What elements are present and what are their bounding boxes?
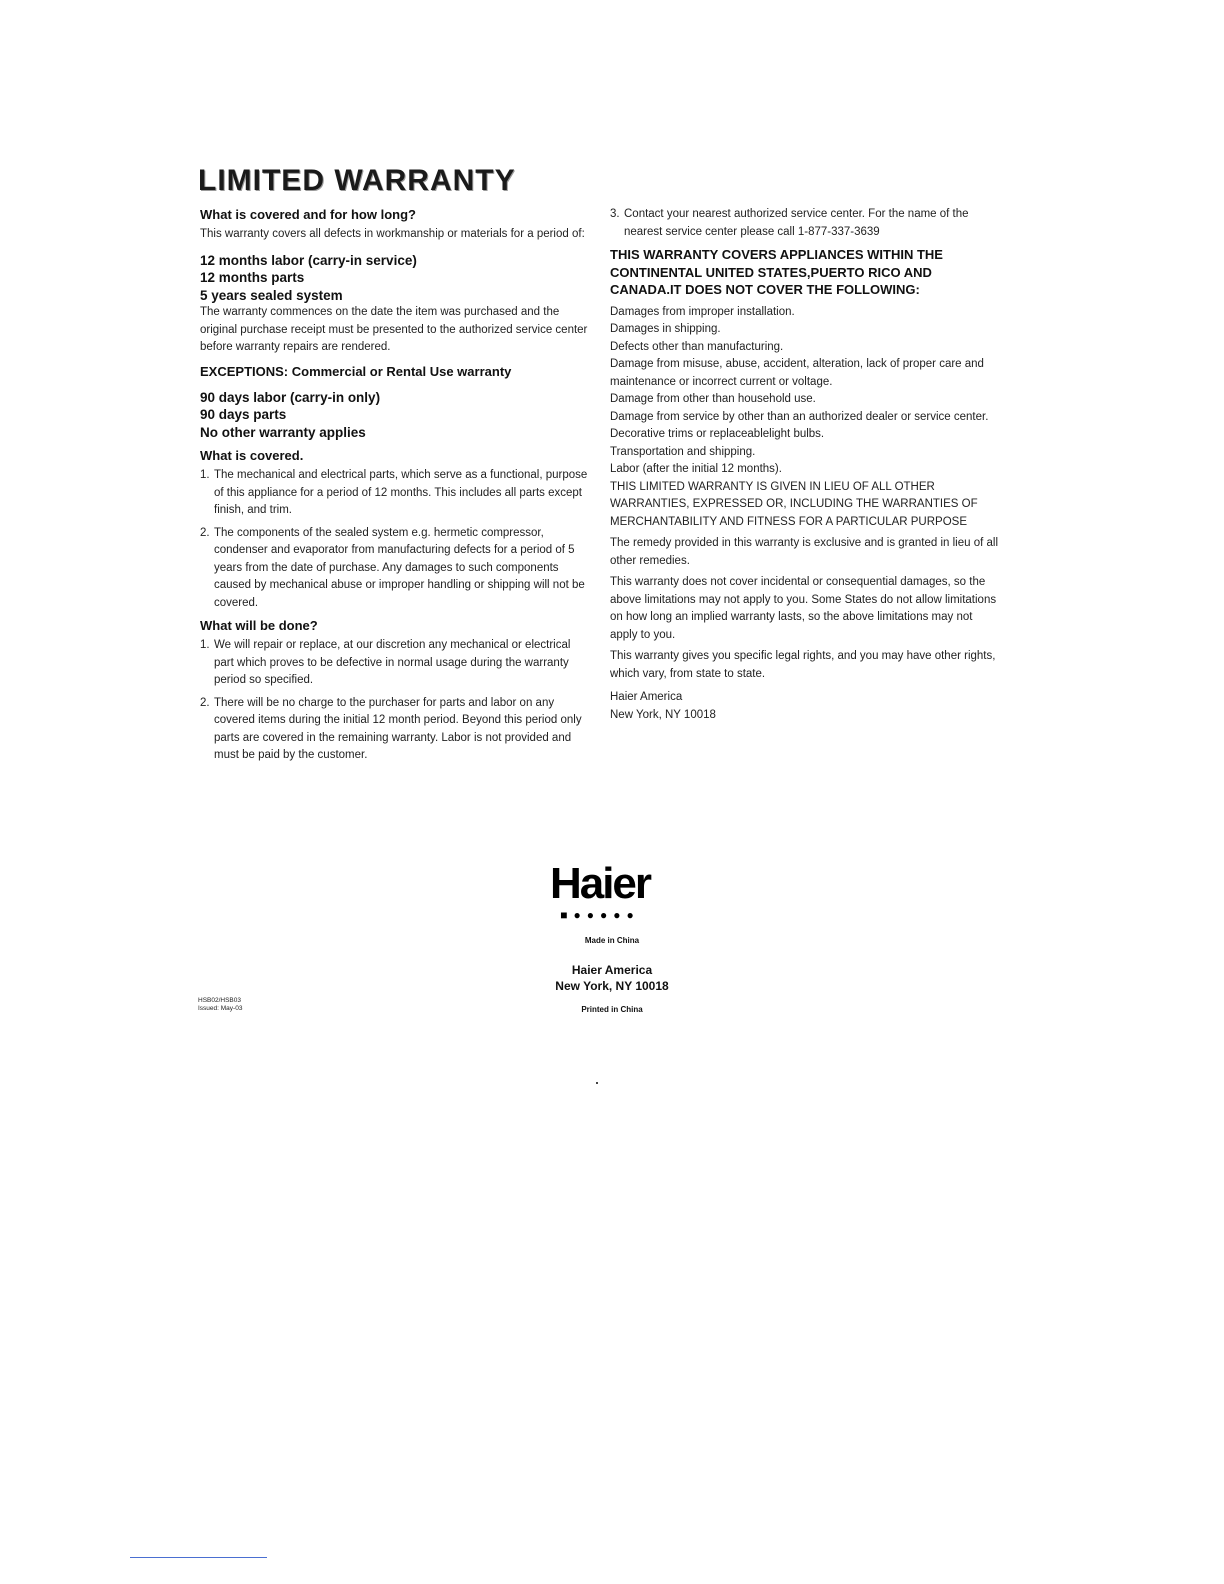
list-text: Contact your nearest authorized service center. For the name of the nearest service center please call 1-877-337-3639 bbox=[624, 208, 969, 238]
model-number: HSB02/HSB03 bbox=[198, 997, 241, 1004]
incidental-text: This warranty does not cover incidental or consequential damages, so the above limitations may not apply to you. Some States do not allow limitations on how long an implied warranty lasts, so the above limitations may not apply to you. bbox=[610, 576, 997, 641]
exclusion-item: Damage from misuse, abuse, accident, alteration, lack of proper care and maintenance or incorrect current or voltage. bbox=[610, 358, 984, 388]
exception-none: No other warranty applies bbox=[200, 424, 366, 440]
covered-list bbox=[200, 467, 592, 612]
exclusion-item: Damage from service by other than an authorized dealer or service center. bbox=[610, 410, 989, 423]
logo-wordmark: Haier bbox=[549, 859, 651, 908]
period-sealed: 5 years sealed system bbox=[200, 287, 343, 303]
lieu-statement: THIS LIMITED WARRANTY IS GIVEN IN LIEU OF ALL OTHER WARRANTIES, EXPRESSED OR, INCLUDING THE WARRANTIES OF MERCHANTABILITY AND FITNESS FOR A PARTICULAR PURPOSE bbox=[610, 480, 978, 528]
model-info bbox=[198, 997, 242, 1013]
exclusion-item: Labor (after the initial 12 months). bbox=[610, 463, 782, 475]
haier-logo bbox=[540, 859, 660, 922]
right-column bbox=[610, 206, 1000, 724]
period-parts: 12 months parts bbox=[200, 270, 305, 285]
intro-text: This warranty covers all defects in workmanship or materials for a period of: bbox=[200, 228, 585, 240]
list-text: There will be no charge to the purchaser for parts and labor on any covered items during the initial 12 month period. Beyond this period only parts are covered in the remaining warranty. Labor is not provided and must be paid by the customer. bbox=[214, 696, 582, 761]
address-name: Haier America bbox=[610, 691, 683, 703]
footer-city: New York, NY 10018 bbox=[555, 979, 669, 993]
logo-dots-icon: ■●●●●● bbox=[560, 908, 640, 922]
exception-labor: 90 days labor (carry-in only) bbox=[200, 389, 381, 405]
list-number: 1. bbox=[200, 469, 210, 481]
list-number: 1. bbox=[200, 639, 210, 651]
printed-in-label: Printed in China bbox=[581, 1005, 643, 1014]
rights-text: This warranty gives you specific legal rights, and you may have other rights, which vary, from state to state. bbox=[610, 650, 996, 680]
footer-company: Haier America bbox=[571, 963, 653, 977]
footnote-rule bbox=[130, 1557, 267, 1558]
address-city: New York, NY 10018 bbox=[610, 708, 716, 721]
exclusion-item: Damages in shipping. bbox=[610, 323, 721, 335]
heading-exceptions: EXCEPTIONS: Commercial or Rental Use warranty bbox=[200, 363, 512, 379]
list-item bbox=[200, 525, 592, 613]
exclusion-item: Defects other than manufacturing. bbox=[610, 340, 784, 353]
exclusion-item: Decorative trims or replaceablelight bulbs. bbox=[610, 428, 825, 440]
remedy-text: The remedy provided in this warranty is exclusive and is granted in lieu of all other remedies. bbox=[610, 537, 998, 567]
commence-text: The warranty commences on the date the item was purchased and the original purchase receipt must be presented to the authorized service center before warranty repairs are rendered. bbox=[200, 306, 588, 353]
stray-dot bbox=[596, 1082, 598, 1084]
issued-date: Issued: May-03 bbox=[198, 1005, 243, 1012]
list-item bbox=[200, 695, 592, 765]
list-text: We will repair or replace, at our discretion any mechanical or electrical part which proves to be defective in normal usage during the warranty period so specified. bbox=[214, 639, 571, 686]
list-number: 2. bbox=[200, 696, 210, 709]
heading-what-done: What will be done? bbox=[200, 618, 318, 633]
list-item bbox=[200, 467, 592, 520]
list-item bbox=[610, 206, 1000, 241]
left-column bbox=[200, 206, 592, 770]
period-labor: 12 months labor (carry-in service) bbox=[200, 252, 417, 268]
list-number: 3. bbox=[610, 208, 620, 220]
made-in-label: Made in China bbox=[584, 936, 640, 945]
coverage-heading: THIS WARRANTY COVERS APPLIANCES WITHIN THE CONTINENTAL UNITED STATES,PUERTO RICO AND CANADA.IT DOES NOT COVER THE FOLLOWING: bbox=[610, 247, 943, 297]
list-item bbox=[200, 637, 592, 690]
exclusion-item: Damage from other than household use. bbox=[610, 393, 816, 405]
heading-covered-how-long: What is covered and for how long? bbox=[200, 207, 416, 222]
heading-what-covered: What is covered. bbox=[200, 448, 304, 463]
list-text: The mechanical and electrical parts, which serve as a functional, purpose of this appliance for a period of 12 months. This includes all parts except finish, and trim. bbox=[214, 469, 588, 516]
exclusion-item: Damages from improper installation. bbox=[610, 305, 795, 318]
page-title: LIMITED WARRANTY bbox=[198, 164, 516, 197]
exclusions-list bbox=[610, 304, 1000, 479]
list-text: The components of the sealed system e.g. hermetic compressor, condenser and evaporator from manufacturing defects for a period of 5 years from the date of purchase. Any damages to such components caused by mechanical abuse or improper handling or shipping will not be covered. bbox=[214, 526, 585, 609]
list-number: 2. bbox=[200, 526, 210, 539]
done-list-continued bbox=[610, 206, 1000, 241]
done-list bbox=[200, 637, 592, 765]
exception-parts: 90 days parts bbox=[200, 407, 287, 422]
exclusion-item: Transportation and shipping. bbox=[610, 445, 756, 458]
address-block bbox=[610, 689, 1000, 724]
